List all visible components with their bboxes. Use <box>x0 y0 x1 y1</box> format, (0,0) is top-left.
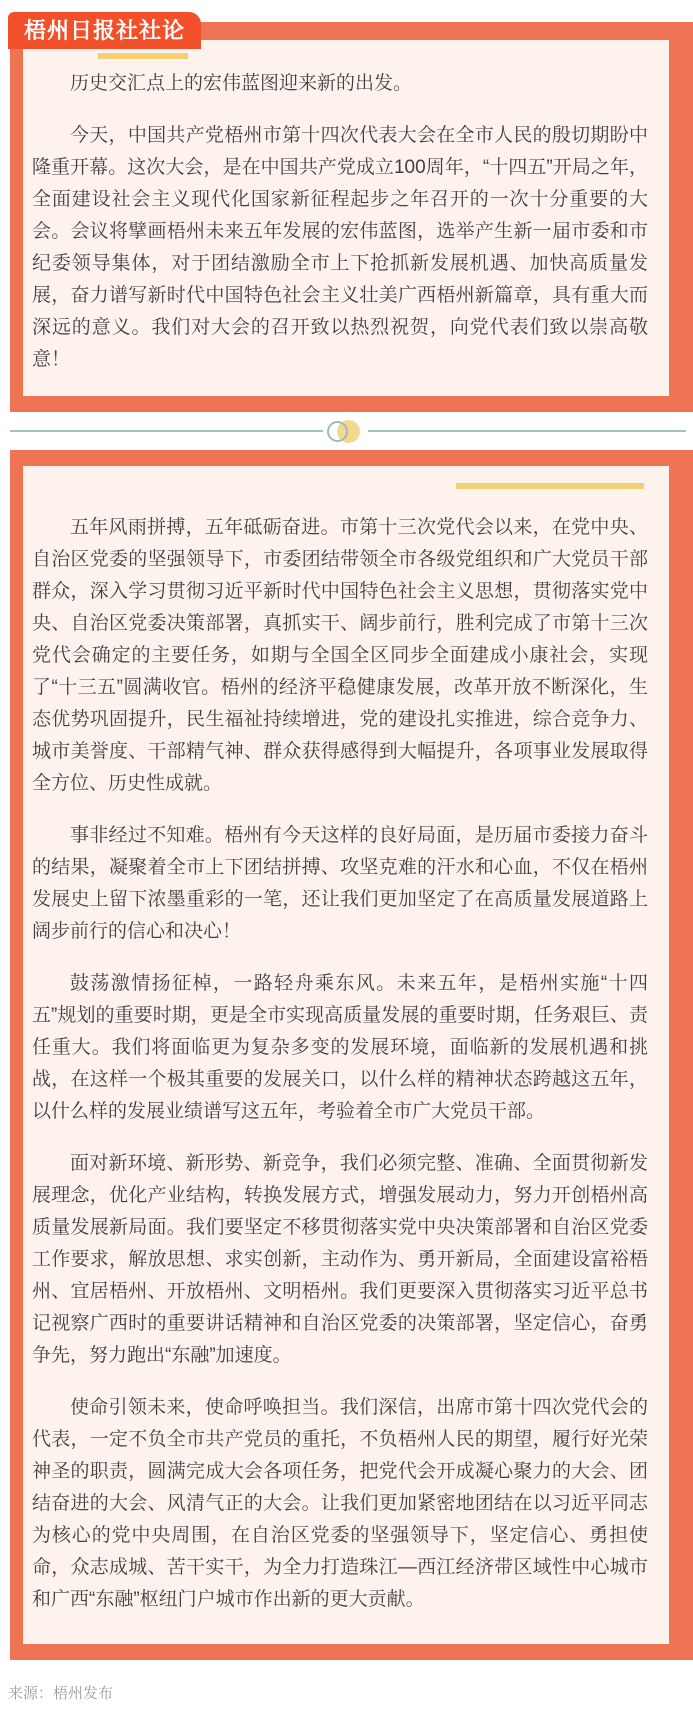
paragraph: 历史交汇点上的宏伟蓝图迎来新的出发。 <box>70 73 413 94</box>
body-accent-bar <box>456 483 644 489</box>
body-text-block <box>23 466 669 1644</box>
paragraph: 今天，中国共产党梧州市第十四次代表大会在全市人民的殷切期盼中隆重开幕。这次大会，是在中国共产党成立100周年，“十四五”开局之年，全面建设社会主义现代化国家新征程起步之年召开的一次十分重要的大会。会议将擘画梧州未来五年发展的宏伟蓝图，选举产生新一届市委和市纪委领导集体，对于团结激励全市上下抢抓新发展机遇、加快高质量发展，奋力谱写新时代中国特色社会主义壮美广西梧州新篇章，具有重大而深远的意义。我们对大会的召开致以热烈祝贺，向党代表们致以崇高敬意！ <box>32 125 648 370</box>
divider-outline-circle <box>327 421 348 442</box>
divider-line-right <box>368 430 686 432</box>
paragraph: 五年风雨拼搏，五年砥砺奋进。市第十三次党代会以来，在党中央、自治区党委的坚强领导下，市委团结带领全市各级党组织和广大党员干部群众，深入学习贯彻习近平新时代中国特色社会主义思想，贯彻落实党中央、自治区党委决策部署，真抓实干、阔步前行，胜利完成了市第十三次党代会确定的主要任务，如期与全国全区同步全面建成小康社会，实现了“十三五”圆满收官。梧州的经济平稳健康发展，改革开放不断深化，生态优势巩固提升，民生福祉持续增进，党的建设扎实推进，综合竞争力、城市美誉度、干部精气神、群众获得感得到大幅提升，各项事业发展取得全方位、历史性成就。 <box>32 517 648 794</box>
paragraph: 鼓荡激情扬征棹，一路轻舟乘东风。未来五年，是梧州实施“十四五”规划的重要时期，更是全市实现高质量发展的重要时期，任务艰巨、责任重大。我们将面临更为复杂多变的发展环境，面临新的发展机遇和挑战，在这样一个极其重要的发展关口，以什么样的精神状态跨越这五年，以什么样的发展业绩谱写这五年，考验着全市广大党员干部。 <box>32 973 648 1122</box>
section-divider <box>0 418 693 444</box>
intro-section <box>10 22 693 412</box>
paragraph: 面对新环境、新形势、新竞争，我们必须完整、准确、全面贯彻新发展理念，优化产业结构，转换发展方式，增强发展动力，努力开创梧州高质量发展新局面。我们要坚定不移贯彻落实党中央决策部署和自治区党委工作要求，解放思想、求实创新，主动作为、勇开新局，全面建设富裕梧州、宜居梧州、开放梧州、文明梧州。我们更要深入贯彻落实习近平总书记视察广西时的重要讲话精神和自治区党委的决策部署，坚定信心，奋勇争先，努力跑出“东融”加速度。 <box>32 1153 648 1366</box>
divider-line-left <box>10 430 323 432</box>
source-credit: 来源：梧州发布 <box>8 1685 114 1702</box>
intro-text-block <box>23 40 669 396</box>
body-section <box>10 450 693 1660</box>
intro-accent-bar <box>98 53 188 59</box>
editorial-badge: 梧州日报社社论 <box>8 12 201 49</box>
paragraph: 使命引领未来，使命呼唤担当。我们深信，出席市第十四次党代会的代表，一定不负全市共产党员的重托，不负梧州人民的期望，履行好光荣神圣的职责，圆满完成大会各项任务，把党代会开成凝心聚力的大会、团结奋进的大会、风清气正的大会。让我们更加紧密地团结在以习近平同志为核心的党中央周围，在自治区党委的坚强领导下，坚定信心、勇担使命，众志成城、苦干实干，为全力打造珠江—西江经济带区域性中心城市和广西“东融”枢纽门户城市作出新的更大贡献。 <box>32 1397 648 1610</box>
paragraph: 事非经过不知难。梧州有今天这样的良好局面，是历届市委接力奋斗的结果，凝聚着全市上下团结拼搏、攻坚克难的汗水和心血，不仅在梧州发展史上留下浓墨重彩的一笔，还让我们更加坚定了在高质量发展道路上阔步前行的信心和决心！ <box>32 825 648 942</box>
